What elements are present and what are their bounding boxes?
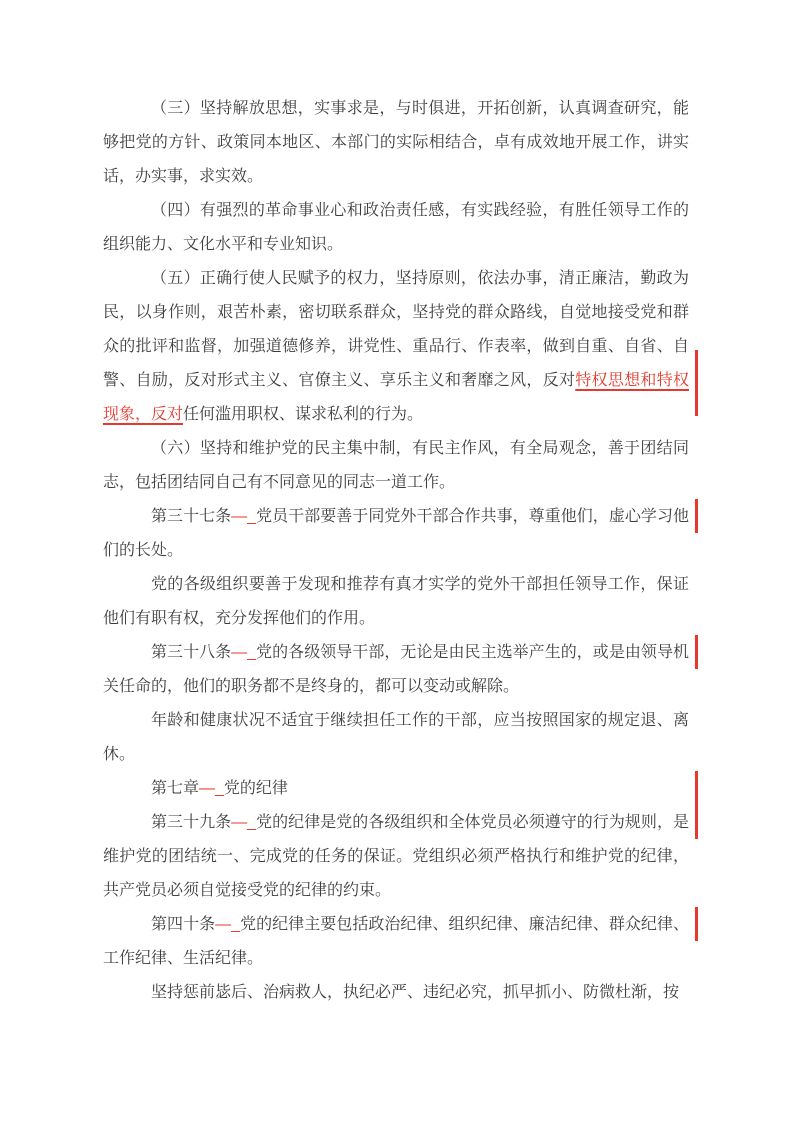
revision-change-bar (695, 350, 698, 416)
revision-mark: —_ (215, 916, 241, 933)
article-label: 第四十条 (151, 916, 216, 933)
revision-change-bar (695, 805, 698, 839)
document-body (103, 92, 689, 1010)
paragraph-text: 党的纪律主要包括政治纪律、组织纪律、廉洁纪律、群众纪律、工作纪律、生活纪律。 (103, 916, 689, 967)
paragraph-clause-5 (103, 262, 689, 432)
revision-change-bar (695, 499, 698, 533)
paragraph-article-40 (103, 908, 689, 976)
revision-change-bar (695, 907, 698, 941)
paragraph-article-39 (103, 806, 689, 908)
paragraph-text: （三）坚持解放思想，实事求是，与时俱进，开拓创新，认真调查研究，能够把党的方针、政策同本地区、本部门的实际相结合，卓有成效地开展工作，讲实话，办实事，求实效。 (103, 100, 689, 185)
paragraph-text: 党员干部要善于同党外干部合作共事，尊重他们，虚心学习他们的长处。 (103, 508, 689, 559)
paragraph-text: （六）坚持和维护党的民主集中制，有民主作风，有全局观念，善于团结同志，包括团结同自己有不同意见的同志一道工作。 (103, 440, 689, 491)
paragraph-text: 坚持惩前毖后、治病救人，执纪必严、违纪必究，抓早抓小、防微杜渐，按 (151, 984, 680, 1001)
paragraph-text: （五）正确行使人民赋予的权力，坚持原则，依法办事，清正廉洁，勤政为民，以身作则，艰苦朴素，密切联系群众，坚持党的群众路线，自觉地接受党和群众的批评和监督，加强道德修养，讲党性、重品行、作表率，做到自重、自省、自警、自励，反对形式主义、官僚主义、享乐主义和奢靡之风，反对 (103, 270, 689, 389)
paragraph-text: 党的纪律是党的各级组织和全体党员必须遵守的行为规则，是维护党的团结统一、完成党的任务的保证。党组织必须严格执行和维护党的纪律，共产党员必须自觉接受党的纪律的约束。 (103, 814, 689, 899)
article-label: 第三十七条 (151, 508, 232, 525)
paragraph-clause-3 (103, 92, 689, 194)
article-label: 第三十八条 (151, 644, 232, 661)
paragraph-text: 党的各级领导干部，无论是由民主选举产生的，或是由领导机关任命的，他们的职务都不是终身的，都可以变动或解除。 (103, 644, 689, 695)
revision-mark: —_ (231, 644, 257, 661)
chapter-label: 第七章 (151, 780, 200, 797)
revision-mark: —_ (199, 780, 224, 797)
article-label: 第三十九条 (151, 814, 232, 831)
paragraph-article-37 (103, 500, 689, 568)
revision-change-bar (695, 771, 698, 805)
paragraph-text: 党的各级组织要善于发现和推荐有真才实学的党外干部担任领导工作，保证他们有职有权，充分发挥他们的作用。 (103, 576, 689, 627)
revision-mark: —_ (231, 508, 257, 525)
paragraph-age-health (103, 704, 689, 772)
paragraph-text: （四）有强烈的革命事业心和政治责任感，有实践经验，有胜任领导工作的组织能力、文化水平和专业知识。 (103, 202, 689, 253)
paragraph-clause-6 (103, 432, 689, 500)
paragraph-text: 任何滥用职权、谋求私利的行为。 (183, 406, 424, 423)
paragraph-text: 年龄和健康状况不适宜于继续担任工作的干部，应当按照国家的规定退、离休。 (103, 712, 689, 763)
inserted-revision-text: 特权思想和特权现象，反对 (103, 372, 689, 423)
revision-mark: —_ (231, 814, 257, 831)
chapter-title: 党的纪律 (223, 780, 288, 797)
paragraph-article-38 (103, 636, 689, 704)
paragraph-discipline-principles (103, 976, 689, 1010)
revision-change-bar (695, 635, 698, 669)
paragraph-chapter-7-heading (103, 772, 689, 806)
paragraph-party-organizations (103, 568, 689, 636)
paragraph-clause-4 (103, 194, 689, 262)
